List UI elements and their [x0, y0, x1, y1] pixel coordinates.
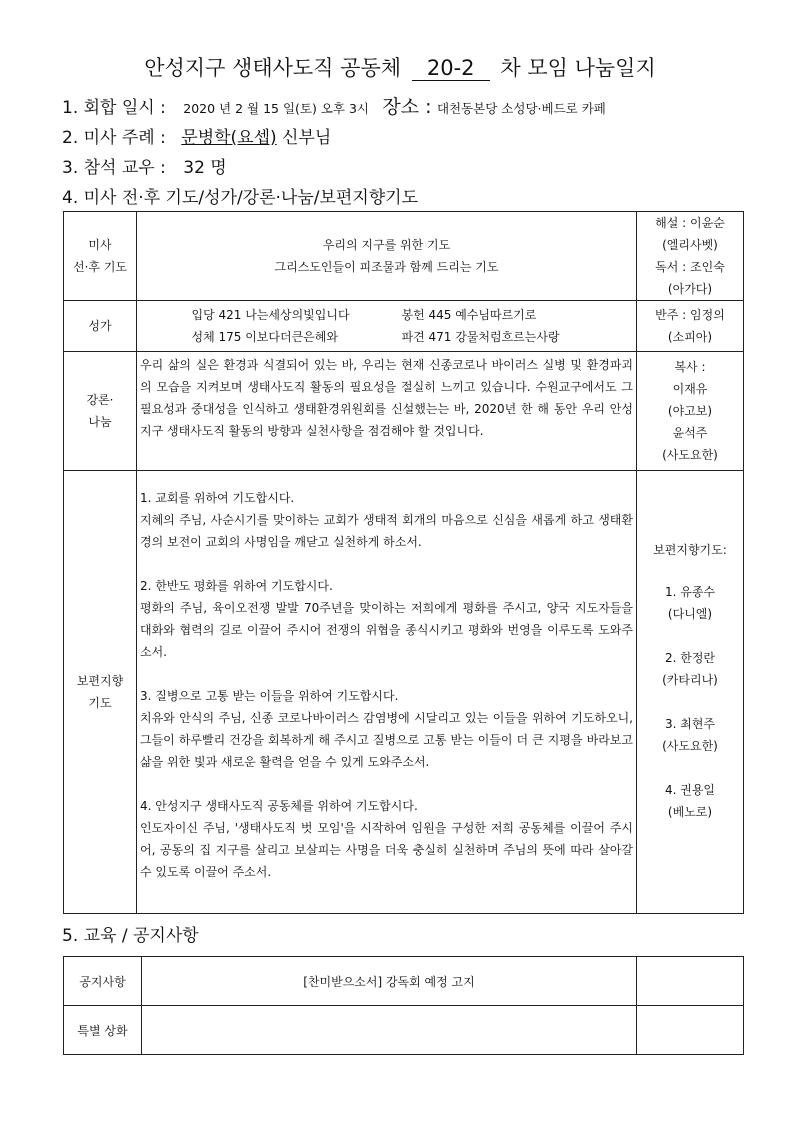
- prayer-1-body: 지혜의 주님, 사순시기를 맞이하는 교회가 생태적 회개의 마음으로 신심을 새롭게 하고 생태환경의 보전이 교회의 사명임을 깨닫고 실천하게 하소서.: [140, 513, 633, 549]
- prayer-3: [140, 685, 633, 773]
- prayer-1-heading: 1. 교회를 위하여 기도합시다.: [140, 491, 295, 505]
- homily-label-line2: 나눔: [88, 415, 112, 429]
- hymn-row-side: [637, 301, 744, 352]
- homily-row: [64, 352, 744, 471]
- prayer-label-line2: 선·후 기도: [73, 260, 127, 274]
- prayer-row: [64, 212, 744, 301]
- intercession-row-label: [64, 471, 137, 914]
- prayer-2-body: 평화의 주님, 육이오전쟁 발발 70주년을 맞이하는 저희에게 평화를 주시고, 양국 지도자들을 대화와 협력의 길로 이끌어 주시어 전쟁의 위협을 종식시키고 평화와 번영을 이루도록 도와주소서.: [140, 601, 633, 659]
- homily-text: 우리 삶의 실은 환경과 식결되어 있는 바, 우리는 현재 신종코로나 바이러스 실병 및 환경파괴의 모습을 지켜보며 생태사도직 활동의 필요성을 절실히 느끼고 있습니다. 수원교구에서도 그 필요성과 중대성을 인식하고 생태환경위원회를 신설했는는 바, 2020년 한 해 동안 우리 안성지구 생태사도직 활동의 방향과 실천사항을 점검해야 할 것입니다.: [137, 352, 637, 471]
- hymn-row: [64, 301, 744, 352]
- meeting-info-line: [62, 92, 606, 119]
- prayer-row-side: [637, 212, 744, 301]
- prayer-label-line1: 미사: [88, 238, 112, 252]
- altar-server-2-baptismal: (사도요한): [662, 448, 718, 462]
- commentator-baptismal: (엘리사벳): [662, 238, 718, 252]
- prayer-4: [140, 795, 633, 883]
- title-suffix: 차 모임 나눔일지: [500, 56, 656, 80]
- section4-title: 4. 미사 전·후 기도/성가/강론·나눔/보편지향기도: [62, 188, 419, 208]
- hymn-row-content: [137, 301, 637, 352]
- notice-extra: [637, 957, 744, 1006]
- hymn-communion: 성체 175 이보다더큰은혜와: [191, 330, 338, 344]
- homily-row-side: [637, 352, 744, 471]
- meeting-place: 대천동본당 소성당·베드로 카페: [436, 101, 606, 116]
- prayer-2-heading: 2. 한반도 평화를 위하여 기도합시다.: [140, 579, 333, 593]
- special-content: [142, 1006, 637, 1055]
- prayer-1: [140, 487, 633, 553]
- meeting-place-label: 장소 :: [382, 96, 432, 118]
- prayer-row-label: [64, 212, 137, 301]
- section5-title: 5. 교육 / 공지사항: [62, 926, 199, 946]
- attendees-label: 3. 참석 교우 :: [62, 158, 166, 178]
- notice-table: [63, 956, 744, 1055]
- liturgy-table: [63, 211, 744, 914]
- commentator: 해설 : 이윤순: [655, 216, 725, 230]
- prayer-line2: 그리스도인들이 피조물과 함께 드리는 기도: [274, 260, 499, 274]
- hymn-row-label: 성가: [64, 301, 137, 352]
- celebrant-line: [62, 123, 331, 148]
- prayer-4-heading: 4. 안성지구 생태사도직 공동체를 위하여 기도합시다.: [140, 799, 418, 813]
- meeting-number: 20-2: [412, 56, 490, 81]
- prayer-3-heading: 3. 질병으로 고통 받는 이들을 위하여 기도합시다.: [140, 689, 399, 703]
- attendees-line: [62, 153, 227, 178]
- homily-label-line1: 강론·: [86, 393, 114, 407]
- intercession-label-line2: 기도: [88, 696, 112, 710]
- altar-server-label: 복사 :: [674, 360, 706, 374]
- reader-2-name: 2. 한정란: [664, 651, 716, 665]
- notice-row: [64, 957, 744, 1006]
- prayer-2: [140, 575, 633, 663]
- hymn-offertory: 봉헌 445 예수님따르기로: [401, 308, 537, 322]
- special-label: 특별 상화: [64, 1006, 142, 1055]
- prayer-row-content: [137, 212, 637, 301]
- prayer-line1: 우리의 지구를 위한 기도: [322, 238, 451, 252]
- prayer-3-body: 치유와 안식의 주님, 신종 코로나바이러스 감염병에 시달리고 있는 이들을 위하여 기도하오니, 그들이 하루빨리 건강을 회복하게 해 주시고 질병으로 고통 받는 이들이 더 큰 지평을 바라보고 삶을 위한 빛과 새로운 활력을 얻을 수 있게 도와주소서.: [140, 711, 633, 769]
- reader-3-name: 3. 최현주: [664, 717, 716, 731]
- celebrant-label: 2. 미사 주례 :: [62, 128, 166, 148]
- accompanist: 반주 : 임정의: [655, 308, 725, 322]
- notice-content: [찬미받으소서] 강독회 예정 고지: [142, 957, 637, 1006]
- reader-2-baptismal: (카타리나): [662, 673, 718, 687]
- celebrant-name: 문병학(요셉): [181, 128, 277, 148]
- document-title: [0, 52, 800, 82]
- meeting-date-label: 1. 회합 일시 :: [62, 98, 166, 118]
- altar-server-1: 이재유: [672, 382, 708, 396]
- meeting-date: 2020 년 2 월 15 일(토) 오후 3시: [183, 101, 369, 116]
- hymn-line: [140, 326, 633, 348]
- homily-row-label: [64, 352, 137, 471]
- special-row: [64, 1006, 744, 1055]
- readers-title: 보편지향기도:: [653, 543, 727, 557]
- reader-4-name: 4. 권용일: [664, 783, 716, 797]
- intercession-prayers: [137, 471, 637, 914]
- altar-server-1-baptismal: (야고보): [667, 404, 713, 418]
- attendees-count: 32 명: [183, 158, 227, 178]
- reader-1-baptismal: (다니엘): [667, 607, 713, 621]
- intercession-row: [64, 471, 744, 914]
- intercession-label-line1: 보편지향: [76, 674, 124, 688]
- accompanist-baptismal: (소피아): [667, 330, 713, 344]
- title-prefix: 안성지구 생태사도직 공동체: [144, 56, 402, 80]
- hymn-line: [140, 304, 633, 326]
- reader-1-name: 1. 유종수: [664, 585, 716, 599]
- reader: 독서 : 조인숙: [655, 260, 725, 274]
- intercession-readers: [637, 471, 744, 914]
- prayer-4-body: 인도자이신 주님, '생태사도직 벗 모임'을 시작하여 임원을 구성한 저희 공동체를 이끌어 주시어, 공동의 집 지구를 살리고 보살피는 사명을 더욱 충실히 실천하며 주님의 뜻에 따라 살아갈 수 있도록 이끌어 주소서.: [140, 821, 633, 879]
- altar-server-2: 윤석주: [672, 426, 708, 440]
- notice-label: 공지사항: [64, 957, 142, 1006]
- celebrant-suffix: 신부님: [282, 128, 332, 148]
- reader-4-baptismal: (베노로): [667, 805, 713, 819]
- hymn-entrance: 입당 421 나는세상의빛입니다: [191, 308, 350, 322]
- reader-baptismal: (아가다): [667, 282, 713, 296]
- special-extra: [637, 1006, 744, 1055]
- hymn-recessional: 파견 471 강물처럼흐르는사랑: [401, 330, 560, 344]
- reader-3-baptismal: (사도요한): [662, 739, 718, 753]
